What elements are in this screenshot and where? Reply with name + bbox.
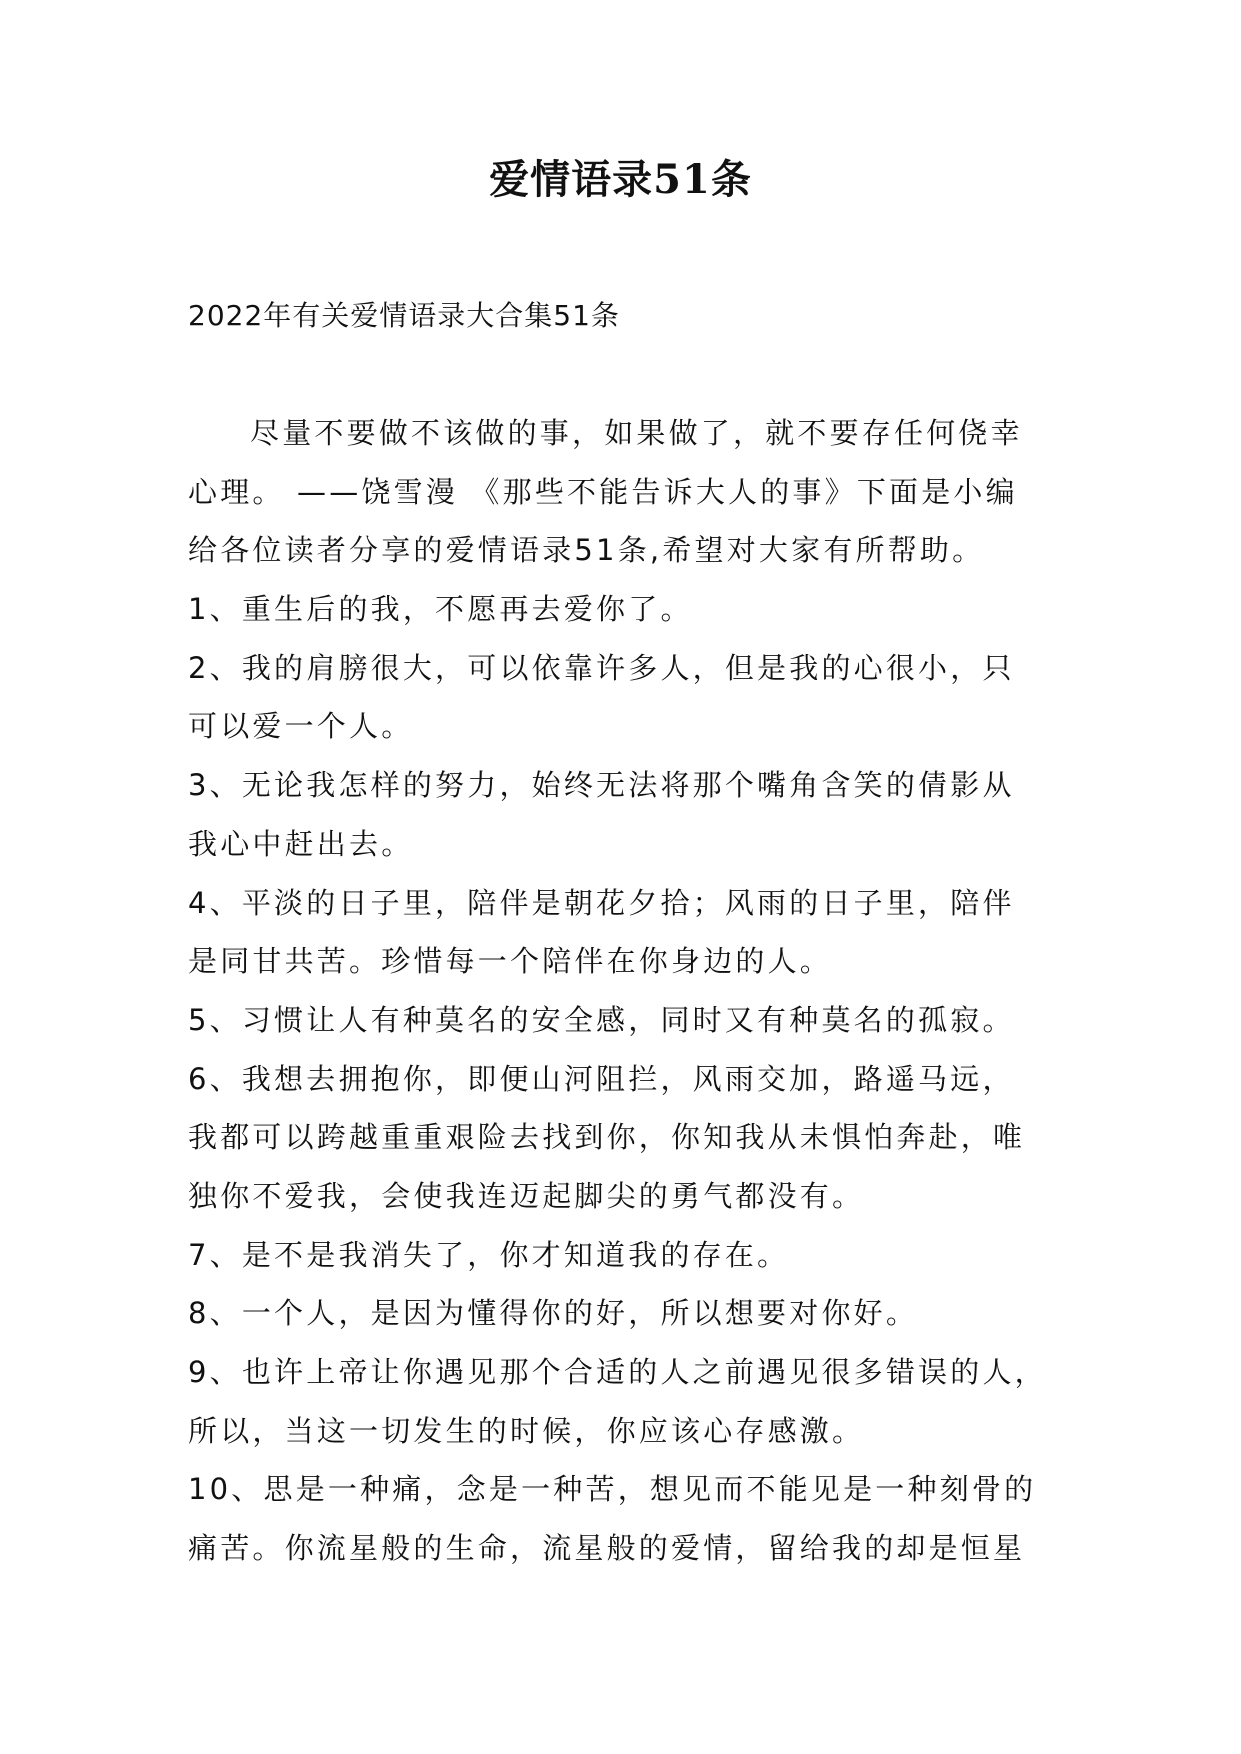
quote-item-10: 10、思是一种痛，念是一种苦，想见而不能见是一种刻骨的 (188, 1472, 1037, 1507)
quote-item-8: 8、一个人，是因为懂得你的好，所以想要对你好。 (188, 1296, 919, 1331)
quote-item-3: 3、无论我怎样的努力，始终无法将那个嘴角含笑的倩影从 (188, 768, 1015, 803)
quote-item-2: 2、我的肩膀很大，可以依靠许多人，但是我的心很小，只 (188, 650, 1015, 685)
quote-item-6-cont: 独你不爱我，会使我连迈起脚尖的勇气都没有。 (188, 1178, 865, 1213)
document-body (188, 404, 1068, 1578)
paragraph-line: 心理。 ——饶雪漫 《那些不能告诉大人的事》下面是小编 (188, 474, 1018, 509)
paragraph-line: 尽量不要做不该做的事，如果做了，就不要存任何侥幸 (250, 416, 1023, 450)
quote-item-9: 9、也许上帝让你遇见那个合适的人之前遇见很多错误的人， (188, 1355, 1047, 1389)
quote-item-6: 6、我想去拥抱你，即便山河阻拦，风雨交加，路遥马远， (188, 1061, 1015, 1096)
quote-item-1: 1、重生后的我，不愿再去爱你了。 (188, 592, 693, 627)
quote-item-4-cont: 是同甘共苦。珍惜每一个陪伴在你身边的人。 (188, 944, 833, 979)
quote-item-10-cont: 痛苦。你流星般的生命，流星般的爱情，留给我的却是恒星 (188, 1531, 1026, 1566)
quote-item-7: 7、是不是我消失了，你才知道我的存在。 (188, 1237, 790, 1272)
quote-item-3-cont: 我心中赶出去。 (188, 826, 414, 861)
quote-item-5: 5、习惯让人有种莫名的安全感，同时又有种莫名的孤寂。 (188, 1002, 1015, 1037)
quote-item-6-cont: 我都可以跨越重重艰险去找到你，你知我从未惧怕奔赴，唯 (188, 1120, 1026, 1155)
quote-item-2-cont: 可以爱一个人。 (188, 709, 414, 744)
document-title: 爱情语录51条 (489, 156, 752, 203)
paragraph-line: 给各位读者分享的爱情语录51条,希望对大家有所帮助。 (188, 533, 985, 568)
quote-item-4: 4、平淡的日子里，陪伴是朝花夕拾；风雨的日子里，陪伴 (188, 885, 1015, 920)
document-subtitle: 2022年有关爱情语录大合集51条 (188, 299, 620, 332)
quote-item-9-cont: 所以，当这一切发生的时候，你应该心存感激。 (188, 1413, 865, 1448)
